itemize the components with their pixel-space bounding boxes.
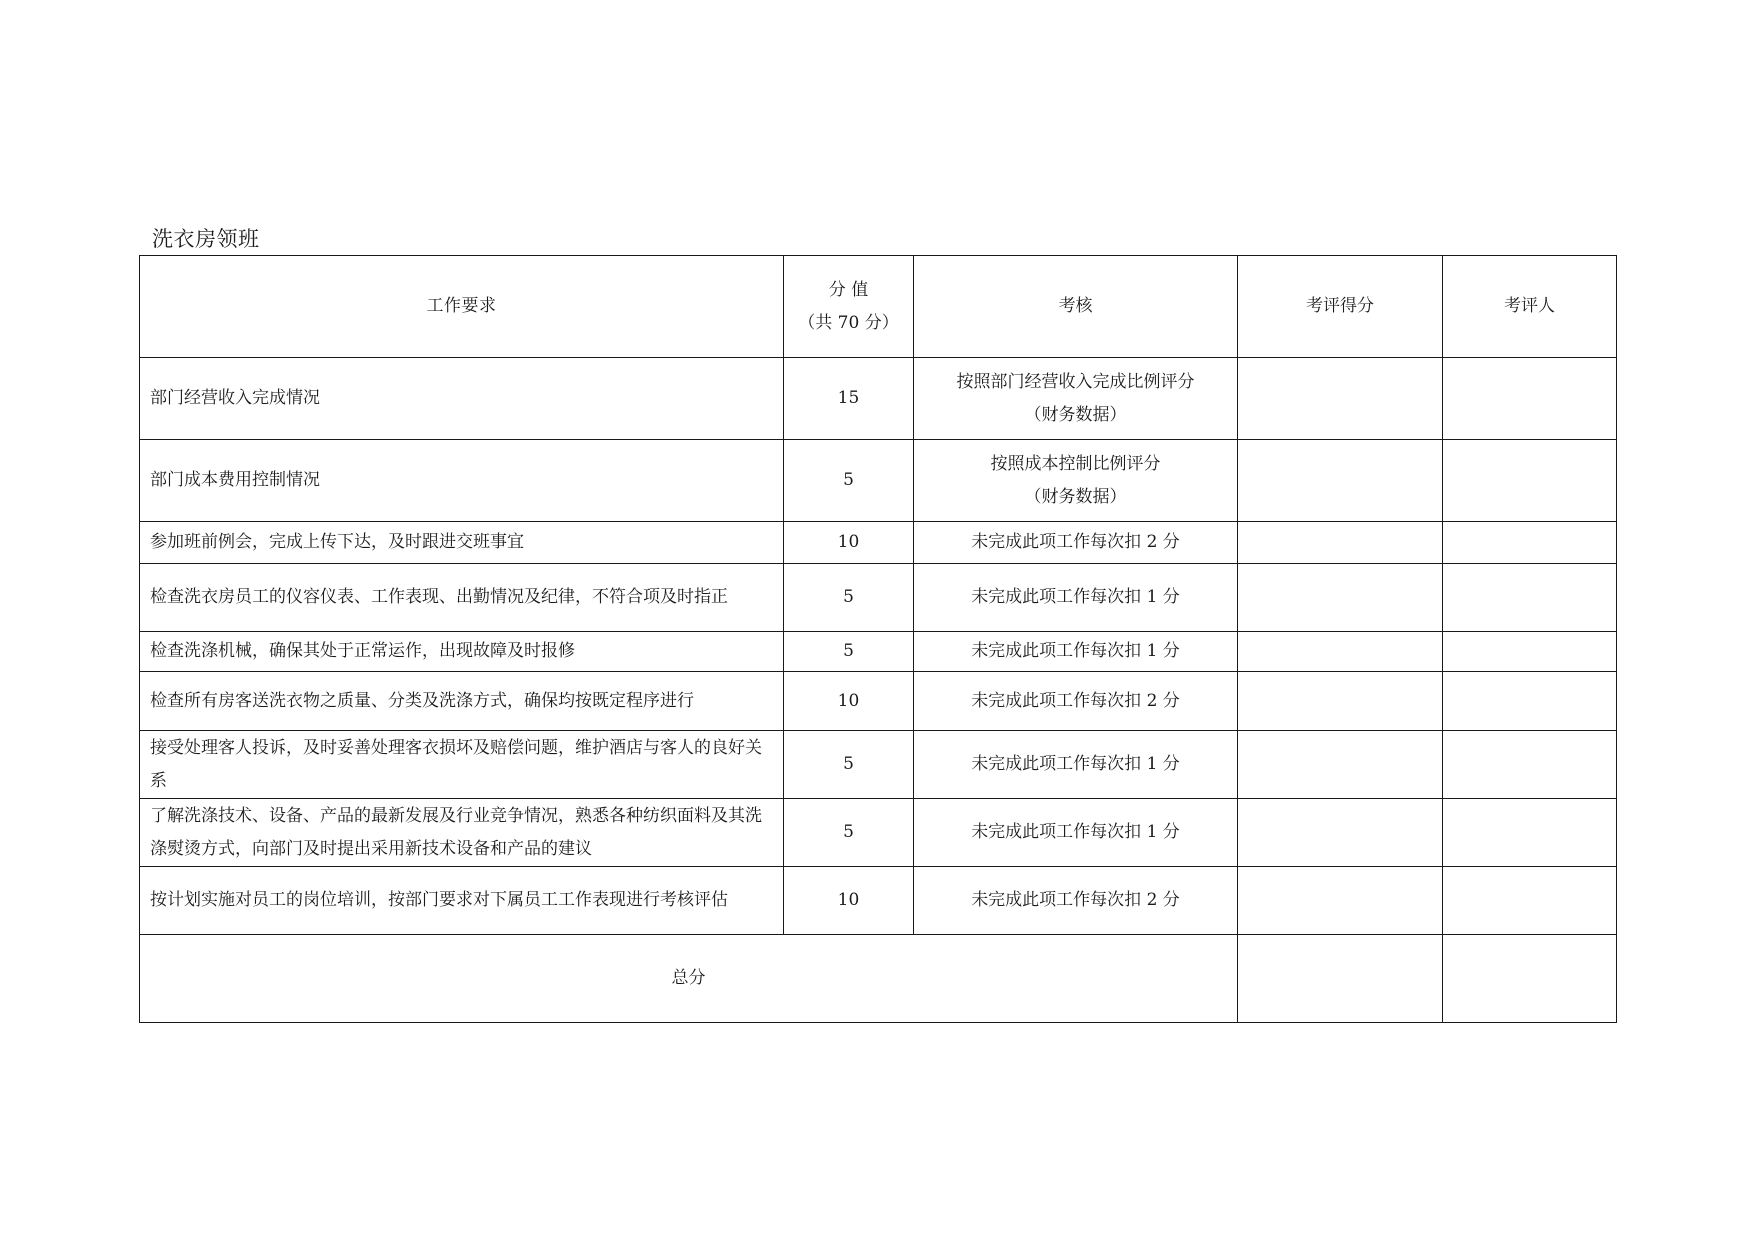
header-evaluator: 考评人 <box>1443 256 1617 358</box>
score-cell: 10 <box>784 867 914 935</box>
score-cell: 10 <box>784 522 914 564</box>
assessment-cell: 未完成此项工作每次扣 2 分 <box>914 867 1238 935</box>
assessment-cell: 未完成此项工作每次扣 1 分 <box>914 731 1238 799</box>
assessment-note: （财务数据） <box>1024 404 1127 425</box>
table-row <box>140 522 1617 564</box>
evaluation-score-cell[interactable] <box>1238 522 1443 564</box>
score-cell: 5 <box>784 632 914 672</box>
requirement-cell: 了解洗涤技术、设备、产品的最新发展及行业竞争情况，熟悉各种纺织面料及其洗涤熨烫方式，向部门及时提出采用新技术设备和产品的建议 <box>140 799 784 867</box>
table-row <box>140 564 1617 632</box>
assessment-cell: 未完成此项工作每次扣 1 分 <box>914 799 1238 867</box>
evaluation-score-cell[interactable] <box>1238 672 1443 731</box>
table-row <box>140 440 1617 522</box>
requirement-cell: 检查洗涤机械，确保其处于正常运作，出现故障及时报修 <box>140 632 784 672</box>
table-row <box>140 867 1617 935</box>
evaluation-score-cell[interactable] <box>1238 564 1443 632</box>
evaluator-cell[interactable] <box>1443 799 1617 867</box>
header-score <box>784 256 914 358</box>
assessment-note: （财务数据） <box>1024 486 1127 507</box>
assessment-cell: 未完成此项工作每次扣 1 分 <box>914 564 1238 632</box>
requirement-cell: 按计划实施对员工的岗位培训，按部门要求对下属员工工作表现进行考核评估 <box>140 867 784 935</box>
evaluation-score-cell[interactable] <box>1238 440 1443 522</box>
total-evaluator-cell[interactable] <box>1443 935 1617 1023</box>
header-score-total: （共 70 分） <box>798 312 899 333</box>
evaluator-cell[interactable] <box>1443 632 1617 672</box>
evaluation-score-cell[interactable] <box>1238 867 1443 935</box>
requirement-cell: 接受处理客人投诉，及时妥善处理客衣损坏及赔偿问题，维护酒店与客人的良好关系 <box>140 731 784 799</box>
requirement-cell: 部门经营收入完成情况 <box>140 358 784 440</box>
table-row <box>140 672 1617 731</box>
header-evaluation-score: 考评得分 <box>1238 256 1443 358</box>
assessment-rule: 按照成本控制比例评分 <box>990 453 1161 474</box>
evaluator-cell[interactable] <box>1443 731 1617 799</box>
evaluator-cell[interactable] <box>1443 867 1617 935</box>
requirement-cell: 检查所有房客送洗衣物之质量、分类及洗涤方式，确保均按既定程序进行 <box>140 672 784 731</box>
assessment-cell <box>914 440 1238 522</box>
assessment-cell: 未完成此项工作每次扣 2 分 <box>914 672 1238 731</box>
evaluation-score-cell[interactable] <box>1238 731 1443 799</box>
evaluator-cell[interactable] <box>1443 440 1617 522</box>
score-cell: 5 <box>784 440 914 522</box>
score-cell: 5 <box>784 799 914 867</box>
evaluator-cell[interactable] <box>1443 564 1617 632</box>
evaluation-table <box>139 255 1617 1023</box>
table-row <box>140 731 1617 799</box>
assessment-rule: 按照部门经营收入完成比例评分 <box>956 371 1195 392</box>
assessment-cell: 未完成此项工作每次扣 1 分 <box>914 632 1238 672</box>
table-row <box>140 358 1617 440</box>
header-requirement: 工作要求 <box>140 256 784 358</box>
total-label: 总分 <box>140 935 1238 1023</box>
table-row <box>140 632 1617 672</box>
score-cell: 15 <box>784 358 914 440</box>
header-assessment: 考核 <box>914 256 1238 358</box>
requirement-cell: 检查洗衣房员工的仪容仪表、工作表现、出勤情况及纪律，不符合项及时指正 <box>140 564 784 632</box>
requirement-cell: 参加班前例会，完成上传下达，及时跟进交班事宜 <box>140 522 784 564</box>
requirement-cell: 部门成本费用控制情况 <box>140 440 784 522</box>
total-row <box>140 935 1617 1023</box>
assessment-cell: 未完成此项工作每次扣 2 分 <box>914 522 1238 564</box>
evaluator-cell[interactable] <box>1443 358 1617 440</box>
evaluator-cell[interactable] <box>1443 522 1617 564</box>
assessment-cell <box>914 358 1238 440</box>
document-title: 洗衣房领班 <box>152 227 260 251</box>
evaluation-score-cell[interactable] <box>1238 632 1443 672</box>
score-cell: 5 <box>784 564 914 632</box>
total-evaluation-score-cell[interactable] <box>1238 935 1443 1023</box>
score-cell: 5 <box>784 731 914 799</box>
evaluation-score-cell[interactable] <box>1238 799 1443 867</box>
header-score-label: 分 值 <box>828 279 869 300</box>
table-row <box>140 799 1617 867</box>
score-cell: 10 <box>784 672 914 731</box>
evaluator-cell[interactable] <box>1443 672 1617 731</box>
table-header-row <box>140 256 1617 358</box>
evaluation-score-cell[interactable] <box>1238 358 1443 440</box>
